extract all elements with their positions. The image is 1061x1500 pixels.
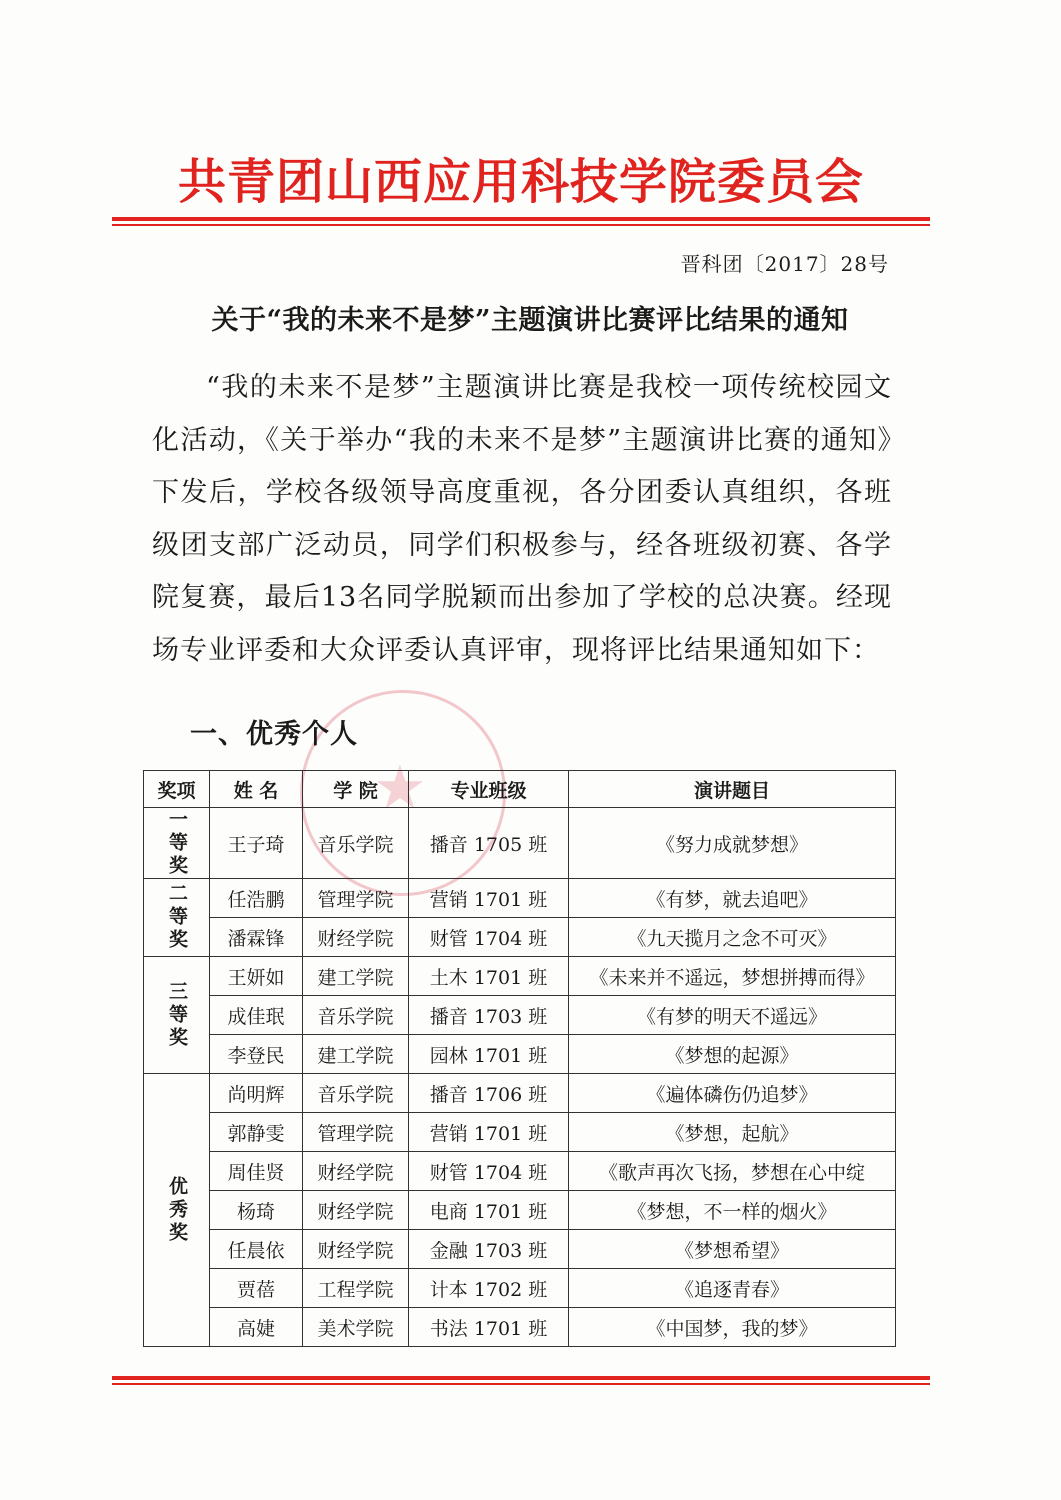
prize-label: 一等奖 [166,808,188,878]
cell-name: 成佳珉 [210,996,303,1035]
cell-name: 尚明辉 [210,1074,303,1113]
table-row [144,1113,896,1152]
cell-topic: 《有梦的明天不遥远》 [569,996,896,1035]
cell-class: 计本 1702 班 [409,1269,569,1308]
header-prize: 奖项 [144,771,210,808]
cell-college: 财经学院 [303,1191,409,1230]
table-row [144,1152,896,1191]
cell-topic: 《九天揽月之念不可灭》 [569,918,896,957]
table-row [144,918,896,957]
table-row [144,1035,896,1074]
cell-name: 李登民 [210,1035,303,1074]
masthead: 共青团山西应用科技学院委员会 [177,154,864,210]
cell-class: 财管 1704 班 [409,1152,569,1191]
table-row [144,879,896,918]
header-class: 专业班级 [409,771,569,808]
cell-topic: 《梦想，起航》 [569,1113,896,1152]
footer-rule-thin [112,1383,930,1385]
cell-class: 营销 1701 班 [409,879,569,918]
table-row [144,1308,896,1347]
cell-class: 电商 1701 班 [409,1191,569,1230]
cell-name: 杨琦 [210,1191,303,1230]
cell-name: 王子琦 [210,808,303,879]
body-paragraph: “我的未来不是梦”主题演讲比赛是我校一项传统校园文化活动，《关于举办“我的未来不是梦”主题演讲比赛的通知》下发后，学校各级领导高度重视，各分团委认真组织，各班级团支部广泛动员，同学们积极参与，经各班级初赛、各学院复赛，最后13名同学脱颖而出参加了学校的总决赛。经现场专业评委和大众评委认真评审，现将评比结果通知如下： [152,372,892,666]
cell-class: 财管 1704 班 [409,918,569,957]
cell-topic: 《追逐青春》 [569,1269,896,1308]
cell-college: 工程学院 [303,1269,409,1308]
cell-name: 高婕 [210,1308,303,1347]
cell-topic: 《中国梦，我的梦》 [569,1308,896,1347]
cell-class: 书法 1701 班 [409,1308,569,1347]
cell-topic: 《梦想，不一样的烟火》 [569,1191,896,1230]
table-header-row [144,771,896,808]
table-row [144,957,896,996]
cell-college: 建工学院 [303,1035,409,1074]
prize-label: 二等奖 [166,883,188,952]
prize-label: 三等奖 [166,980,188,1050]
cell-college: 财经学院 [303,918,409,957]
prize-second [144,879,210,957]
awards-table [143,770,896,1347]
cell-topic: 《遍体磷伤仍追梦》 [569,1074,896,1113]
cell-topic: 《努力成就梦想》 [569,808,896,879]
header-college: 学 院 [303,771,409,808]
cell-college: 财经学院 [303,1152,409,1191]
cell-class: 金融 1703 班 [409,1230,569,1269]
cell-topic: 《歌声再次飞扬，梦想在心中绽 [569,1152,896,1191]
cell-college: 美术学院 [303,1308,409,1347]
prize-merit [144,1074,210,1347]
cell-college: 管理学院 [303,879,409,918]
cell-class: 播音 1706 班 [409,1074,569,1113]
masthead-rule-thick [112,217,930,221]
cell-college: 音乐学院 [303,1074,409,1113]
cell-college: 建工学院 [303,957,409,996]
cell-class: 播音 1705 班 [409,808,569,879]
cell-name: 郭静雯 [210,1113,303,1152]
prize-first [144,808,210,879]
cell-class: 园林 1701 班 [409,1035,569,1074]
table-row [144,808,896,879]
cell-topic: 《未来并不遥远，梦想拼搏而得》 [569,957,896,996]
header-topic: 演讲题目 [569,771,896,808]
cell-topic: 《梦想希望》 [569,1230,896,1269]
cell-name: 周佳贤 [210,1152,303,1191]
cell-class: 播音 1703 班 [409,996,569,1035]
document-title: 关于“我的未来不是梦”主题演讲比赛评比结果的通知 [211,305,849,336]
cell-college: 音乐学院 [303,996,409,1035]
cell-college: 管理学院 [303,1113,409,1152]
seal-star-icon: ★ [373,753,427,823]
header-name: 姓 名 [210,771,303,808]
prize-third [144,957,210,1074]
cell-topic: 《有梦，就去追吧》 [569,879,896,918]
table-row [144,996,896,1035]
section-heading: 一、优秀个人 [190,719,358,750]
table-row [144,1269,896,1308]
cell-class: 土木 1701 班 [409,957,569,996]
cell-name: 任晨依 [210,1230,303,1269]
cell-name: 潘霖锋 [210,918,303,957]
cell-topic: 《梦想的起源》 [569,1035,896,1074]
cell-college: 财经学院 [303,1230,409,1269]
cell-name: 王妍如 [210,957,303,996]
cell-name: 任浩鹏 [210,879,303,918]
footer-rule-thick [112,1376,930,1380]
document-number: 晋科团〔2017〕28号 [680,252,889,276]
cell-name: 贾蓓 [210,1269,303,1308]
table-row [144,1074,896,1113]
prize-label: 优秀奖 [166,1175,188,1245]
cell-college: 音乐学院 [303,808,409,879]
masthead-rule-thin [112,224,930,226]
table-row [144,1191,896,1230]
table-row [144,1230,896,1269]
cell-class: 营销 1701 班 [409,1113,569,1152]
